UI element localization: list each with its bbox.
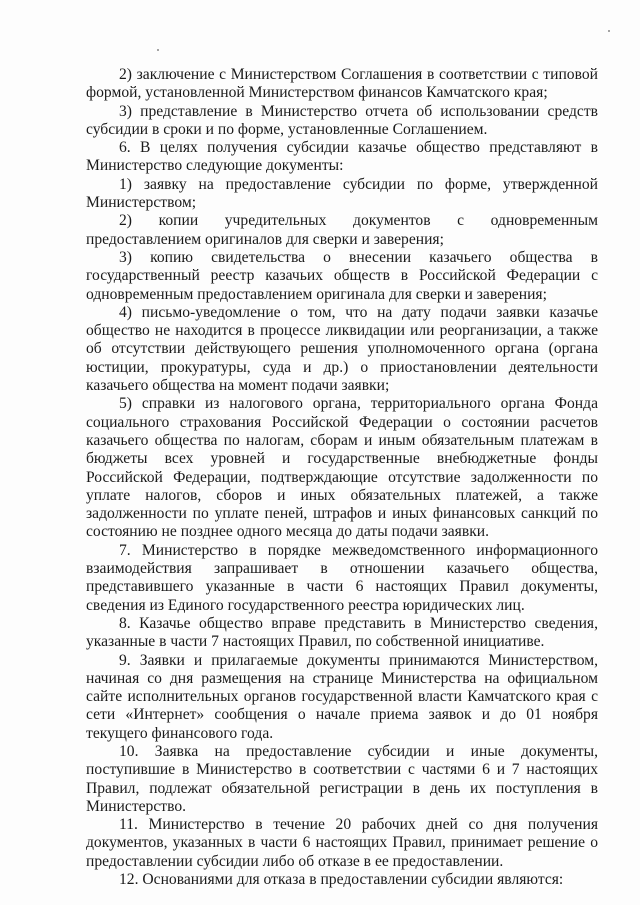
paragraph: 8. Казачье общество вправе представить в Министерство сведения, указанные в части 7 настоящих Правил, по собственной инициативе. xyxy=(86,614,598,651)
paragraph: 6. В целях получения субсидии казачье общество представляют в Министерство следующие документы: xyxy=(86,139,598,175)
paragraph: 5) справки из налогового органа, территориального органа Фонда социального страхования Российской Федерации о состоянии расчетов казачьего общества по налогам, сборам и иным обязательным платежам в бюджеты всех уровней и государственные внебюджетные фонды Российской Федерации, подтверждающие отсутствие задолженности по уплате налогов, сборов и иных обязательных платежей, а также задолженности по уплате пеней, штрафов и иных финансовых санкций по состоянию не позднее одного месяца до даты подачи заявки. xyxy=(86,395,598,541)
paragraph: 1) заявку на предоставление субсидии по форме, утвержденной Министерством; xyxy=(86,175,598,212)
paragraph: 12. Основаниями для отказа в предоставлении субсидии являются: xyxy=(119,871,564,889)
scan-speck xyxy=(157,49,159,51)
paragraph: 11. Министерство в течение 20 рабочих дней со дня получения документов, указанных в части 6 настоящих Правил, принимает решение о предоставлении субсидии либо об отказе в ее предоставлении. xyxy=(86,816,598,870)
paragraph: 4) письмо-уведомление о том, что на дату подачи заявки казачье общество не находится в процессе ликвидации или реорганизации, а также об отсутствии действующего решения уполномоченного органа (органа юстиции, прокуратуры, суда и др.) о приостановлении деятельности казачьего общества на момент подачи заявки; xyxy=(86,303,598,395)
paragraph: 7. Министерство в порядке межведомственного информационного взаимодействия запрашивает в отношении казачьего общества, представившего указанные в части 6 настоящих Правил документы, сведения из Единого государственного реестра юридических лиц. xyxy=(86,541,598,614)
paragraph: 2) копии учредительных документов с одновременным предоставлением оригиналов для сверки и заверения; xyxy=(86,212,598,248)
scan-speck xyxy=(608,30,610,32)
paragraph: 2) заключение с Министерством Соглашения в соответствии с типовой формой, установленной Министерством финансов Камчатского края; xyxy=(86,66,598,102)
paragraph: 3) копию свидетельства о внесении казачьего общества в государственный реестр казачьих обществ в Российской Федерации с одновременным предоставлением оригинала для сверки и заверения; xyxy=(86,248,598,303)
paragraph: 9. Заявки и прилагаемые документы принимаются Министерством, начиная со дня размещения на странице Министерства на официальном сайте исполнительных органов государственной власти Камчатского края с сети «Интернет» сообщения о начале приема заявок и до 01 ноября текущего финансового года. xyxy=(86,651,598,742)
paragraph: 10. Заявка на предоставление субсидии и иные документы, поступившие в Министерство в соответствии с частями 6 и 7 настоящих Правил, подлежат обязательной регистрации в день их поступления в Министерство. xyxy=(86,742,598,815)
paragraph: 3) представление в Министерство отчета об использовании средств субсидии в сроки и по форме, установленные Соглашением. xyxy=(86,102,598,138)
